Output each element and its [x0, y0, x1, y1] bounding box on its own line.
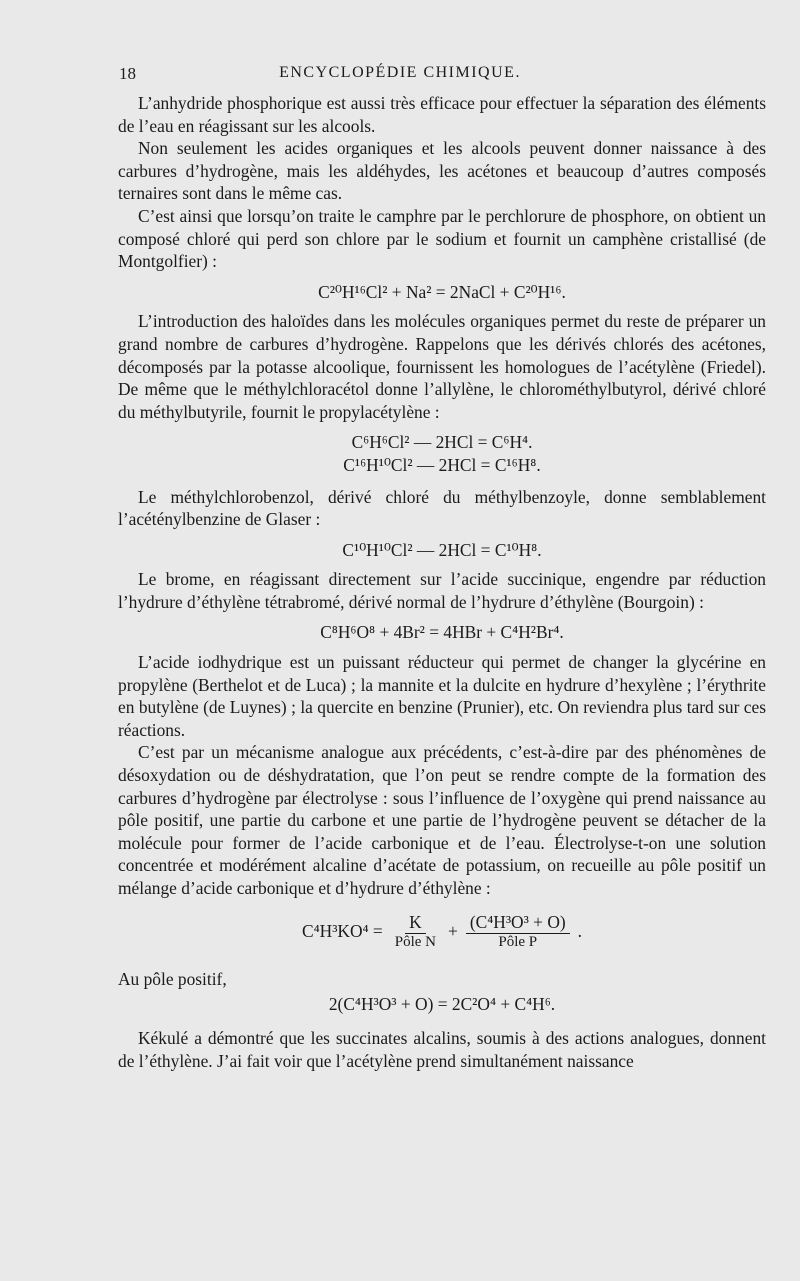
fraction-numerator: K [405, 912, 426, 934]
equation: C¹⁶H¹⁰Cl² — 2HCl = C¹⁶H⁸. [343, 454, 541, 475]
fraction-denominator: Pôle N [394, 933, 436, 950]
fraction-equation [118, 904, 766, 966]
page-header [0, 64, 800, 88]
equation-end: . [577, 920, 583, 941]
equation-group [118, 431, 766, 476]
plus-sign: + [448, 920, 458, 941]
running-title: ENCYCLOPÉDIE CHIMIQUE. [279, 64, 521, 81]
paragraph: Le brome, en réagissant directement sur l’acide succinique, engendre par réduction l’hydrure d’éthylène tétrabromé, dérivé normal de l’hydrure d’éthylène (Bourgoin) : [118, 569, 766, 612]
paragraph: C’est ainsi que lorsqu’on traite le camphre par le perchlorure de phosphore, on obtient un composé chloré qui perd son chlore par le sodium et fournit un camphène cristallisé (de Montgolfier) : [118, 205, 766, 272]
paragraph: L’anhydride phosphorique est aussi très efficace pour effectuer la séparation des éléments de l’eau en réagissant sur les alcools. [118, 93, 766, 136]
body-text [118, 92, 766, 1072]
paragraph: Non seulement les acides organiques et les alcools peuvent donner naissance à des carbures d’hydrogène, mais les aldéhydes, les acétones et beaucoup d’autres composés ternaires sont dans le même cas. [118, 138, 766, 204]
paragraph: Le méthylchlorobenzol, dérivé chloré du méthylbenzoyle, donne semblablement l’acéténylbenzine de Glaser : [118, 486, 766, 530]
paragraph: Kékulé a démontré que les succinates alcalins, soumis à des actions analogues, donnent de l’éthylène. J’ai fait voir que l’acétylène prend simultanément naissance [118, 1028, 766, 1071]
paragraph: L’introduction des haloïdes dans les molécules organiques permet du reste de préparer un grand nombre de carbures d’hydrogène. Rappelons que les dérivés chlorés des acétones, décomposés par la potasse alcoolique, fournissent les homologues de l’acétylène (Friedel). De même que le méthylchloracétol donne l’allylène, le chlorométhylbutyrol, dérivé chloré du méthylbutyrile, fournit le propylacétylène : [118, 311, 766, 422]
paragraph: L’acide iodhydrique est un puissant réducteur qui permet de changer la glycérine en propylène (Berthelot et de Luca) ; la mannite et la dulcite en hydrure d’hexylène ; l’érythrite en butylène (de Luynes) ; la quercite en benzine (Prunier), etc. On reviendra plus tard sur ces réactions. [118, 652, 766, 740]
equation: C⁸H⁶O⁸ + 4Br² = 4HBr + C⁴H²Br⁴. [320, 622, 564, 643]
page-number: 18 [119, 64, 136, 83]
equation: C¹⁰H¹⁰Cl² — 2HCl = C¹⁰H⁸. [342, 539, 542, 560]
paragraph: C’est par un mécanisme analogue aux précédents, c’est-à-dire par des phénomènes de désoxydation ou de déshydratation, que l’on peut se rendre compte de la formation des carbures d’hydrogène par électrolyse : sous l’influence de l’oxygène qui prend naissance au pôle positif, une partie du carbone et une partie de l’hydrogène peuvent se détacher de la molécule pour former de l’acide carbonique et de l’eau. Électrolyse-t-on une solution concentrée et modérément alcaline d’acétate de potassium, on recueille au pôle positif un mélange d’acide carbonique et d’hydrure d’éthylène : [118, 742, 766, 898]
equation-lhs: C⁴H³KO⁴ = [301, 920, 383, 941]
fraction-pole-p [466, 912, 570, 951]
equation: 2(C⁴H³O³ + O) = 2C²O⁴ + C⁴H⁶. [328, 994, 556, 1015]
fraction-denominator: Pôle P [498, 933, 538, 950]
fraction-numerator: (C⁴H³O³ + O) [466, 912, 570, 934]
paragraph: Au pôle positif, [118, 968, 227, 989]
equation: C⁶H⁶Cl² — 2HCl = C⁶H⁴. [351, 432, 533, 453]
equation: C²⁰H¹⁶Cl² + Na² = 2NaCl + C²⁰H¹⁶. [318, 281, 566, 302]
fraction-pole-n [391, 912, 440, 951]
